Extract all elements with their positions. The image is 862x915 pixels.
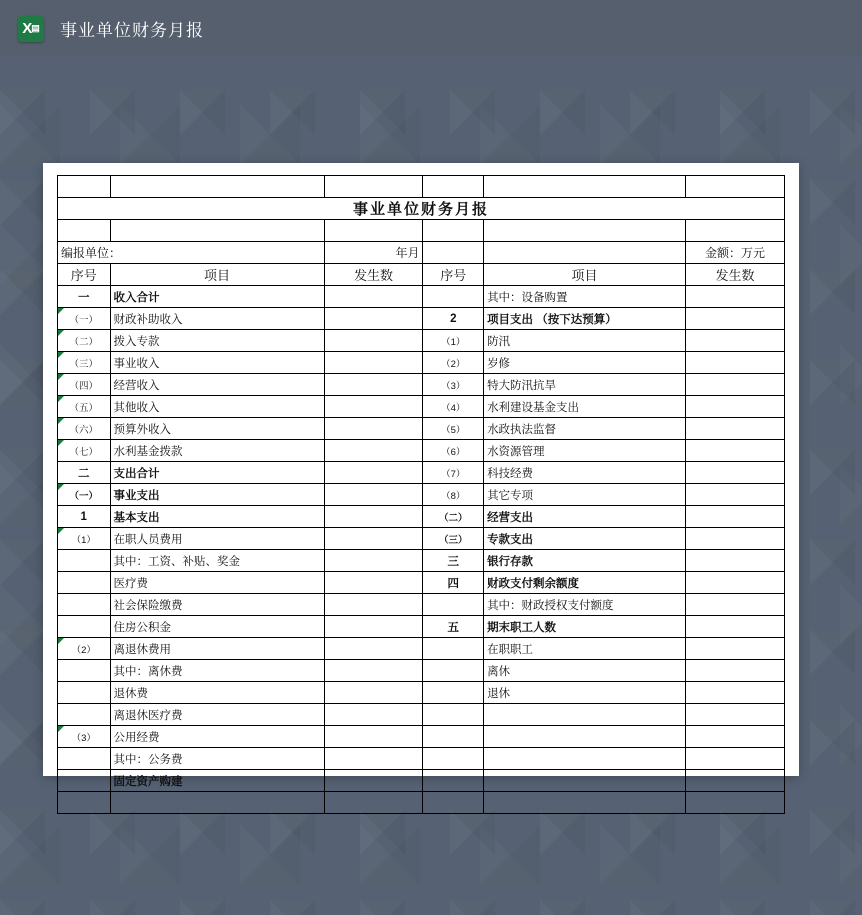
- blank-cell[interactable]: [686, 220, 785, 242]
- row-8-item-right[interactable]: 科技经费: [484, 462, 686, 484]
- row-0-item-right[interactable]: 其中：设备购置: [484, 286, 686, 308]
- row-11-item-right[interactable]: 专款支出: [484, 528, 686, 550]
- table-row: [58, 308, 785, 330]
- row-8-seq-right[interactable]: （7）: [423, 462, 484, 484]
- row-6-seq-right[interactable]: （5）: [423, 418, 484, 440]
- row-20-item-right[interactable]: [484, 726, 686, 748]
- row-10-amount-right[interactable]: [686, 506, 785, 528]
- row-19-seq-right[interactable]: [423, 704, 484, 726]
- row-14-item-right[interactable]: 其中：财政授权支付额度: [484, 594, 686, 616]
- row-13-item-left[interactable]: 医疗费: [110, 572, 324, 594]
- row-22-amount-left[interactable]: [324, 770, 423, 792]
- row-10-item-right[interactable]: 经营支出: [484, 506, 686, 528]
- blank-cell[interactable]: [110, 220, 324, 242]
- row-18-item-left[interactable]: 退休费: [110, 682, 324, 704]
- row-16-item-right[interactable]: 在职职工: [484, 638, 686, 660]
- row-11-amount-right[interactable]: [686, 528, 785, 550]
- row-11-amount-left[interactable]: [324, 528, 423, 550]
- financial-report-table: [57, 175, 785, 814]
- row-4-seq-left[interactable]: （四）: [58, 374, 111, 396]
- blank-cell[interactable]: [484, 792, 686, 814]
- row-2-seq-right[interactable]: （1）: [423, 330, 484, 352]
- row-17-item-left[interactable]: 其中：离休费: [110, 660, 324, 682]
- row-20-amount-right[interactable]: [686, 726, 785, 748]
- row-10-seq-left[interactable]: 1: [58, 506, 111, 528]
- table-row: [58, 462, 785, 484]
- row-4-amount-left[interactable]: [324, 374, 423, 396]
- spacer-cell: [110, 176, 324, 198]
- row-20-item-left[interactable]: 公用经费: [110, 726, 324, 748]
- table-row: [58, 748, 785, 770]
- table-row: [58, 286, 785, 308]
- spacer-cell: [484, 176, 686, 198]
- row-2-seq-left[interactable]: （二）: [58, 330, 111, 352]
- header-seq-right: 序号: [423, 264, 484, 286]
- row-14-amount-left[interactable]: [324, 594, 423, 616]
- header-amount-right: 发生数: [686, 264, 785, 286]
- table-row: [58, 616, 785, 638]
- row-4-seq-right[interactable]: （3）: [423, 374, 484, 396]
- row-11-item-left[interactable]: 在职人员费用: [110, 528, 324, 550]
- row-16-seq-left[interactable]: （2）: [58, 638, 111, 660]
- row-10-seq-right[interactable]: （二）: [423, 506, 484, 528]
- row-9-item-right[interactable]: 其它专项: [484, 484, 686, 506]
- row-8-seq-left[interactable]: 二: [58, 462, 111, 484]
- spacer-cell: [324, 176, 423, 198]
- row-14-seq-left[interactable]: [58, 594, 111, 616]
- table-row: [58, 506, 785, 528]
- row-22-seq-left[interactable]: [58, 770, 111, 792]
- row-0-seq-left[interactable]: 一: [58, 286, 111, 308]
- table-row: [58, 528, 785, 550]
- row-15-amount-left[interactable]: [324, 616, 423, 638]
- row-13-seq-left[interactable]: [58, 572, 111, 594]
- period-label[interactable]: 年月: [324, 242, 423, 264]
- row-2-amount-right[interactable]: [686, 330, 785, 352]
- row-6-seq-left[interactable]: （六）: [58, 418, 111, 440]
- row-9-item-left[interactable]: 事业支出: [110, 484, 324, 506]
- row-19-seq-left[interactable]: [58, 704, 111, 726]
- row-7-seq-left[interactable]: （七）: [58, 440, 111, 462]
- table-row: [58, 352, 785, 374]
- row-18-item-right[interactable]: 退休: [484, 682, 686, 704]
- blank-cell[interactable]: [484, 220, 686, 242]
- row-16-seq-right[interactable]: [423, 638, 484, 660]
- blank-row-bottom[interactable]: [58, 792, 785, 814]
- row-3-item-left[interactable]: 事业收入: [110, 352, 324, 374]
- row-14-amount-right[interactable]: [686, 594, 785, 616]
- blank-cell[interactable]: [423, 220, 484, 242]
- row-5-seq-left[interactable]: （五）: [58, 396, 111, 418]
- row-18-amount-right[interactable]: [686, 682, 785, 704]
- row-7-item-left[interactable]: 水利基金拨款: [110, 440, 324, 462]
- row-21-item-left[interactable]: 其中：公务费: [110, 748, 324, 770]
- table-row: [58, 440, 785, 462]
- row-22-item-left[interactable]: 固定资产购建: [110, 770, 324, 792]
- row-19-item-right[interactable]: [484, 704, 686, 726]
- row-4-amount-right[interactable]: [686, 374, 785, 396]
- row-17-seq-right[interactable]: [423, 660, 484, 682]
- row-9-amount-right[interactable]: [686, 484, 785, 506]
- blank-cell[interactable]: [324, 220, 423, 242]
- row-12-seq-right[interactable]: 三: [423, 550, 484, 572]
- row-4-item-right[interactable]: 特大防汛抗旱: [484, 374, 686, 396]
- row-10-item-left[interactable]: 基本支出: [110, 506, 324, 528]
- row-2-amount-left[interactable]: [324, 330, 423, 352]
- row-6-amount-right[interactable]: [686, 418, 785, 440]
- table-row: [58, 550, 785, 572]
- row-22-seq-right[interactable]: [423, 770, 484, 792]
- row-12-item-right[interactable]: 银行存款: [484, 550, 686, 572]
- row-20-seq-right[interactable]: [423, 726, 484, 748]
- row-2-item-right[interactable]: 防汛: [484, 330, 686, 352]
- row-8-item-left[interactable]: 支出合计: [110, 462, 324, 484]
- row-1-seq-right[interactable]: 2: [423, 308, 484, 330]
- row-7-amount-right[interactable]: [686, 440, 785, 462]
- table-row: [58, 330, 785, 352]
- row-22-item-right[interactable]: [484, 770, 686, 792]
- table-row: [58, 726, 785, 748]
- reporting-unit-label[interactable]: 编报单位：: [58, 242, 325, 264]
- row-0-item-left[interactable]: 收入合计: [110, 286, 324, 308]
- window-title: 事业单位财务月报: [60, 21, 204, 40]
- row-5-item-right[interactable]: 水利建设基金支出: [484, 396, 686, 418]
- row-18-seq-left[interactable]: [58, 682, 111, 704]
- row-17-amount-left[interactable]: [324, 660, 423, 682]
- row-13-item-right[interactable]: 财政支付剩余额度: [484, 572, 686, 594]
- row-3-seq-left[interactable]: （三）: [58, 352, 111, 374]
- table-row: [58, 660, 785, 682]
- row-17-amount-right[interactable]: [686, 660, 785, 682]
- row-5-item-left[interactable]: 其他收入: [110, 396, 324, 418]
- column-header-row: [58, 264, 785, 286]
- row-9-amount-left[interactable]: [324, 484, 423, 506]
- row-15-item-right[interactable]: 期末职工人数: [484, 616, 686, 638]
- row-19-item-left[interactable]: 离退休医疗费: [110, 704, 324, 726]
- row-0-seq-right[interactable]: [423, 286, 484, 308]
- row-15-seq-right[interactable]: 五: [423, 616, 484, 638]
- row-12-amount-left[interactable]: [324, 550, 423, 572]
- row-14-item-left[interactable]: 社会保险缴费: [110, 594, 324, 616]
- row-3-amount-right[interactable]: [686, 352, 785, 374]
- spacer-cell: [58, 176, 111, 198]
- amount-unit-label[interactable]: 金额：万元: [686, 242, 785, 264]
- row-5-amount-left[interactable]: [324, 396, 423, 418]
- table-row: [58, 572, 785, 594]
- table-row: [58, 682, 785, 704]
- table-row: [58, 396, 785, 418]
- row-11-seq-left[interactable]: （1）: [58, 528, 111, 550]
- row-3-item-right[interactable]: 岁修: [484, 352, 686, 374]
- row-3-amount-left[interactable]: [324, 352, 423, 374]
- row-5-seq-right[interactable]: （4）: [423, 396, 484, 418]
- row-16-item-left[interactable]: 离退休费用: [110, 638, 324, 660]
- table-row: [58, 418, 785, 440]
- blank-cell[interactable]: [423, 792, 484, 814]
- header-amount-left: 发生数: [324, 264, 423, 286]
- row-7-item-right[interactable]: 水资源管理: [484, 440, 686, 462]
- row-11-seq-right[interactable]: （三）: [423, 528, 484, 550]
- row-10-amount-left[interactable]: [324, 506, 423, 528]
- row-8-amount-left[interactable]: [324, 462, 423, 484]
- row-1-amount-left[interactable]: [324, 308, 423, 330]
- row-12-amount-right[interactable]: [686, 550, 785, 572]
- row-20-seq-left[interactable]: （3）: [58, 726, 111, 748]
- row-19-amount-right[interactable]: [686, 704, 785, 726]
- row-6-item-right[interactable]: 水政执法监督: [484, 418, 686, 440]
- table-row: [58, 704, 785, 726]
- row-12-seq-left[interactable]: [58, 550, 111, 572]
- spreadsheet-sheet: [43, 163, 799, 788]
- row-18-amount-left[interactable]: [324, 682, 423, 704]
- row-20-amount-left[interactable]: [324, 726, 423, 748]
- row-9-seq-right[interactable]: （8）: [423, 484, 484, 506]
- row-16-amount-left[interactable]: [324, 638, 423, 660]
- row-6-amount-left[interactable]: [324, 418, 423, 440]
- row-21-amount-left[interactable]: [324, 748, 423, 770]
- blank-cell[interactable]: [686, 792, 785, 814]
- row-7-seq-right[interactable]: （6）: [423, 440, 484, 462]
- row-1-item-right[interactable]: 项目支出 （按下达预算）: [484, 308, 686, 330]
- row-6-item-left[interactable]: 预算外收入: [110, 418, 324, 440]
- blank-cell[interactable]: [324, 792, 423, 814]
- row-9-seq-left[interactable]: （一）: [58, 484, 111, 506]
- header-item-right: 项目: [484, 264, 686, 286]
- meta-blank-cell-2[interactable]: [484, 242, 686, 264]
- row-22-amount-right[interactable]: [686, 770, 785, 792]
- table-row: [58, 594, 785, 616]
- row-1-seq-left[interactable]: （一）: [58, 308, 111, 330]
- row-17-item-right[interactable]: 离休: [484, 660, 686, 682]
- table-row: [58, 770, 785, 792]
- table-top-spacer: [58, 176, 785, 198]
- row-21-seq-right[interactable]: [423, 748, 484, 770]
- row-14-seq-right[interactable]: [423, 594, 484, 616]
- row-18-seq-right[interactable]: [423, 682, 484, 704]
- blank-cell[interactable]: [58, 220, 111, 242]
- row-2-item-left[interactable]: 拨入专款: [110, 330, 324, 352]
- report-meta-row: [58, 242, 785, 264]
- row-13-amount-left[interactable]: [324, 572, 423, 594]
- report-title-row: [58, 198, 785, 220]
- row-0-amount-right[interactable]: [686, 286, 785, 308]
- blank-cell[interactable]: [58, 792, 111, 814]
- spacer-cell: [423, 176, 484, 198]
- row-19-amount-left[interactable]: [324, 704, 423, 726]
- app-titlebar: [0, 0, 862, 57]
- meta-blank-cell[interactable]: [423, 242, 484, 264]
- table-row: [58, 374, 785, 396]
- row-1-amount-right[interactable]: [686, 308, 785, 330]
- excel-icon: X ▤: [18, 16, 44, 42]
- row-3-seq-right[interactable]: （2）: [423, 352, 484, 374]
- row-15-seq-left[interactable]: [58, 616, 111, 638]
- row-17-seq-left[interactable]: [58, 660, 111, 682]
- spacer-cell: [686, 176, 785, 198]
- row-8-amount-right[interactable]: [686, 462, 785, 484]
- table-row: [58, 638, 785, 660]
- row-21-seq-left[interactable]: [58, 748, 111, 770]
- row-21-amount-right[interactable]: [686, 748, 785, 770]
- row-16-amount-right[interactable]: [686, 638, 785, 660]
- header-item-left: 项目: [110, 264, 324, 286]
- blank-cell[interactable]: [110, 792, 324, 814]
- header-seq-left: 序号: [58, 264, 111, 286]
- row-5-amount-right[interactable]: [686, 396, 785, 418]
- row-1-item-left[interactable]: 财政补助收入: [110, 308, 324, 330]
- blank-row[interactable]: [58, 220, 785, 242]
- row-15-item-left[interactable]: 住房公积金: [110, 616, 324, 638]
- table-row: [58, 484, 785, 506]
- row-21-item-right[interactable]: [484, 748, 686, 770]
- row-12-item-left[interactable]: 其中：工资、补贴、奖金: [110, 550, 324, 572]
- report-title: 事业单位财务月报: [58, 198, 785, 220]
- row-13-seq-right[interactable]: 四: [423, 572, 484, 594]
- row-15-amount-right[interactable]: [686, 616, 785, 638]
- row-7-amount-left[interactable]: [324, 440, 423, 462]
- row-0-amount-left[interactable]: [324, 286, 423, 308]
- row-4-item-left[interactable]: 经营收入: [110, 374, 324, 396]
- row-13-amount-right[interactable]: [686, 572, 785, 594]
